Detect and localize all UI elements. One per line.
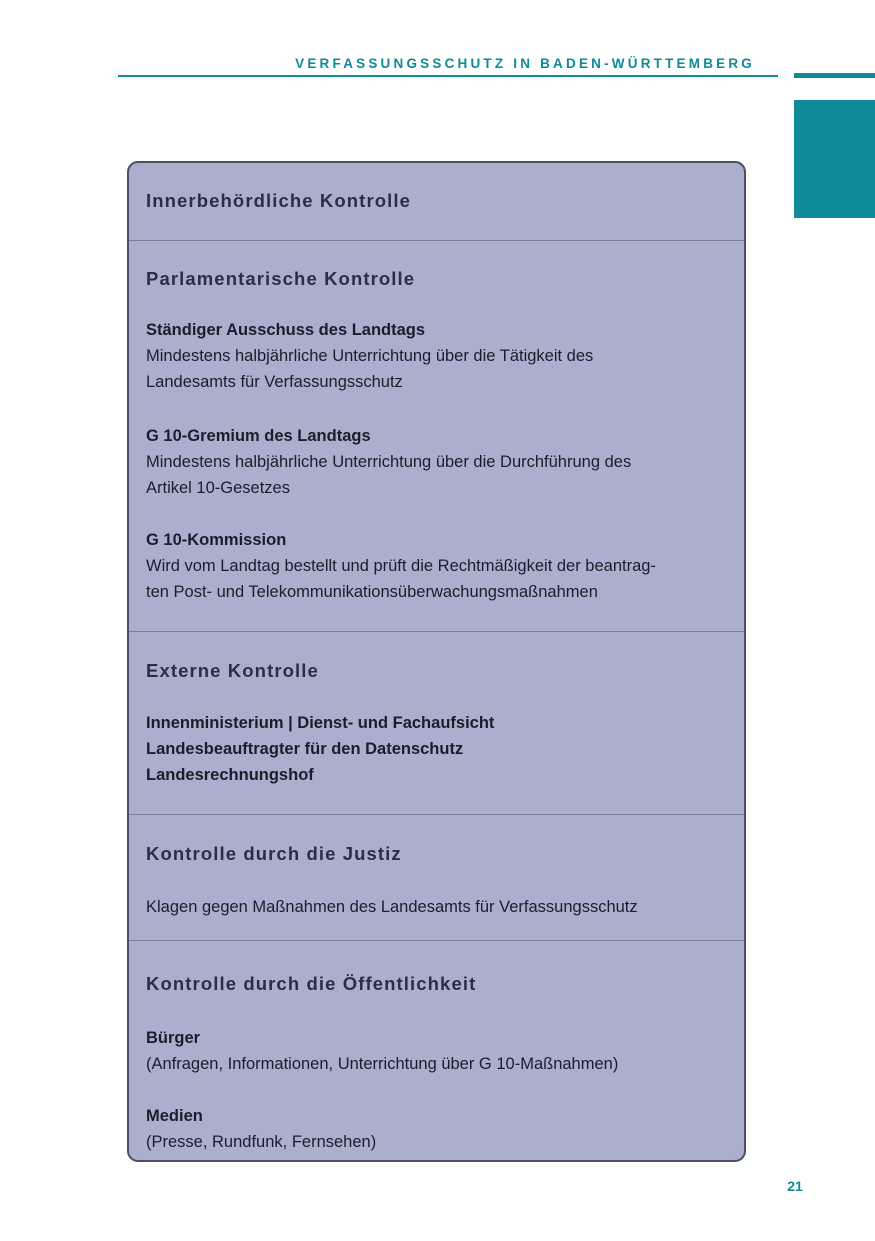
subheading-g10-gremium: G 10-Gremium des Landtags [146, 427, 371, 445]
header-rule [118, 75, 778, 77]
chapter-tab-marker [794, 100, 875, 218]
section-oeffentlichkeit [129, 941, 744, 1162]
section-parlamentarisch [129, 241, 744, 632]
body-line: (Presse, Rundfunk, Fernsehen) [146, 1133, 377, 1151]
body-line: Landesamts für Verfassungsschutz [146, 373, 403, 391]
subheading-g10-kommission: G 10-Kommission [146, 531, 287, 549]
section-innerbehoerdlich [129, 163, 744, 241]
body-line: Klagen gegen Maßnahmen des Landesamts für Verfassungsschutz [146, 898, 638, 916]
body-line: Mindestens halbjährliche Unterrichtung über die Durchführung des [146, 453, 632, 471]
body-line: Mindestens halbjährliche Unterrichtung über die Tätigkeit des [146, 347, 594, 365]
body-line: Innenministerium | Dienst- und Fachaufsicht [146, 714, 495, 732]
page-number: 21 [787, 1178, 803, 1194]
section-title: Externe Kontrolle [146, 660, 319, 681]
body-line: Artikel 10-Gesetzes [146, 479, 290, 497]
body-line: Landesbeauftragter für den Datenschutz [146, 740, 464, 758]
control-overview-box [127, 161, 746, 1162]
section-title: Parlamentarische Kontrolle [146, 268, 416, 289]
subheading-medien: Medien [146, 1107, 203, 1125]
running-header: VERFASSUNGSSCHUTZ IN BADEN-WÜRTTEMBERG [295, 56, 755, 71]
body-line: Wird vom Landtag bestellt und prüft die Rechtmäßigkeit der beantrag- [146, 557, 656, 575]
subheading-buerger: Bürger [146, 1029, 201, 1047]
header-rule-accent [794, 73, 875, 78]
body-line: Landesrechnungshof [146, 766, 314, 784]
subheading-staendiger-ausschuss: Ständiger Ausschuss des Landtags [146, 321, 426, 339]
section-title: Kontrolle durch die Justiz [146, 843, 402, 864]
body-line: ten Post- und Telekommunikationsüberwachungsmaßnahmen [146, 583, 598, 601]
section-title: Kontrolle durch die Öffentlichkeit [146, 973, 477, 994]
section-extern [129, 632, 744, 815]
section-justiz [129, 815, 744, 941]
section-title: Innerbehördliche Kontrolle [146, 190, 412, 211]
body-line: (Anfragen, Informationen, Unterrichtung über G 10-Maßnahmen) [146, 1055, 619, 1073]
